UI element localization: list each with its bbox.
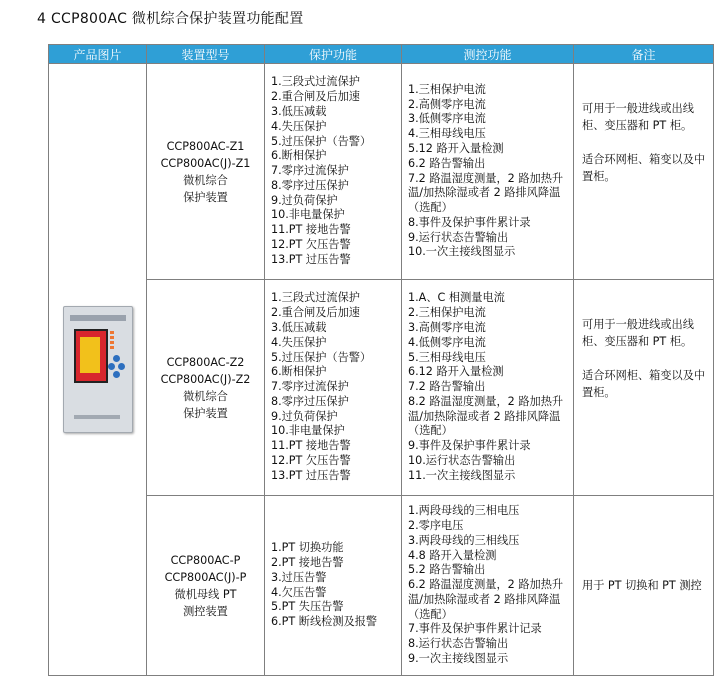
list-item: 6.2 路温湿度测量，2 路加热升温/加热除湿或者 2 路排风降温（选配） (408, 578, 564, 621)
header-model: 装置型号 (147, 45, 265, 64)
table-row (49, 496, 714, 676)
list-item: 13.PT 过压告警 (271, 252, 351, 266)
list-item: 2.重合闸及后加速 (271, 90, 360, 104)
model-cell (147, 280, 265, 496)
list-item: 5.PT 失压告警 (271, 600, 344, 614)
list-item: 2.PT 接地告警 (271, 555, 344, 569)
list-item: 10.一次主接线图显示 (408, 245, 516, 259)
model-line: CCP800AC-Z1 (166, 139, 245, 153)
list-item: 9.过负荷保护 (271, 409, 338, 423)
protection-cell (265, 64, 402, 280)
model-line: 保护装置 (183, 406, 228, 420)
list-item: 4.欠压告警 (271, 585, 327, 599)
list-item: 7.2 路温湿度测量，2 路加热升温/加热除湿或者 2 路排风降温（选配） (408, 171, 564, 215)
list-item: 10.非电量保护 (271, 208, 345, 222)
list-item: 3.低侧零序电流 (408, 112, 486, 126)
remark-cell (574, 280, 714, 496)
list-item: 4.三相母线电压 (408, 127, 486, 141)
list-item: 9.运行状态告警输出 (408, 230, 509, 244)
list-item: 3.高侧零序电流 (408, 320, 486, 334)
protection-cell (265, 280, 402, 496)
model-line: 测控装置 (183, 604, 228, 618)
measure-cell (402, 64, 574, 280)
model-line: 微机母线 PT (174, 587, 237, 601)
header-product-image: 产品图片 (49, 45, 147, 64)
list-item: 7.2 路告警输出 (408, 380, 486, 394)
list-item: 9.事件及保护事件累计录 (408, 439, 531, 453)
list-item: 5.过压保护（告警） (271, 350, 372, 364)
list-item: 2.重合闸及后加速 (271, 306, 360, 320)
list-item: 7.零序过流保护 (271, 380, 349, 394)
list-item: 6.断相保护 (271, 149, 327, 163)
list-item: 13.PT 过压告警 (271, 468, 351, 482)
table-row (49, 64, 714, 280)
protection-cell (265, 496, 402, 676)
list-item: 12.PT 欠压告警 (271, 454, 351, 468)
model-cell (147, 496, 265, 676)
list-item: 3.两段母线的三相线压 (408, 533, 520, 547)
model-line: CCP800AC-P (170, 553, 241, 567)
model-line: CCP800AC(J)-Z1 (160, 156, 251, 170)
list-item: 3.低压减载 (271, 104, 327, 118)
remark-text: 适合环网柜、箱变以及中置柜。 (582, 153, 706, 183)
table-row (49, 280, 714, 496)
list-item: 3.低压减载 (271, 320, 327, 334)
list-item: 6.断相保护 (271, 365, 327, 379)
list-item: 1.A、C 相测量电流 (408, 291, 505, 305)
remark-cell (574, 64, 714, 280)
list-item: 1.三相保护电流 (408, 82, 486, 96)
list-item: 5.过压保护（告警） (271, 134, 372, 148)
list-item: 5.三相母线电压 (408, 350, 486, 364)
table-header-row (49, 45, 714, 64)
list-item: 1.两段母线的三相电压 (408, 504, 520, 518)
list-item: 6.PT 断线检测及报警 (271, 615, 378, 629)
page-title: 4 CCP800AC 微机综合保护装置功能配置 (37, 11, 304, 27)
remark-text: 可用于一般进线或出线柜、变压器和 PT 柜。 (582, 102, 694, 132)
list-item: 4.失压保护 (271, 335, 327, 349)
list-item: 7.零序过流保护 (271, 164, 349, 178)
list-item: 10.运行状态告警输出 (408, 454, 516, 468)
list-item: 10.非电量保护 (271, 424, 345, 438)
list-item: 4.8 路开入量检测 (408, 548, 497, 562)
model-line: CCP800AC(J)-P (164, 570, 247, 584)
list-item: 4.低侧零序电流 (408, 335, 486, 349)
remark-cell (574, 496, 714, 676)
measure-cell (402, 496, 574, 676)
model-line: CCP800AC-Z2 (166, 355, 245, 369)
list-item: 2.三相保护电流 (408, 306, 486, 320)
list-item: 3.过压告警 (271, 570, 327, 584)
list-item: 4.失压保护 (271, 119, 327, 133)
header-measure-control: 测控功能 (402, 45, 574, 64)
model-line: 微机综合 (183, 389, 228, 403)
list-item: 7.事件及保护事件累计记录 (408, 622, 542, 636)
list-item: 11.一次主接线图显示 (408, 468, 516, 482)
list-item: 6.2 路告警输出 (408, 156, 486, 170)
list-item: 8.零序过压保护 (271, 394, 349, 408)
list-item: 9.过负荷保护 (271, 193, 338, 207)
list-item: 11.PT 接地告警 (271, 439, 351, 453)
model-line: CCP800AC(J)-Z2 (160, 372, 251, 386)
function-config-table (48, 44, 714, 676)
list-item: 1.PT 切换功能 (271, 541, 344, 555)
product-image-cell (49, 64, 147, 676)
list-item: 8.运行状态告警输出 (408, 637, 509, 651)
remark-text: 可用于一般进线或出线柜、变压器和 PT 柜。 (582, 318, 694, 348)
remark-text: 用于 PT 切换和 PT 测控 (582, 579, 702, 592)
model-line: 微机综合 (183, 173, 228, 187)
list-item: 1.三段式过流保护 (271, 75, 360, 89)
list-item: 8.事件及保护事件累计录 (408, 215, 531, 229)
list-item: 8.零序过压保护 (271, 178, 349, 192)
header-remark: 备注 (574, 45, 714, 64)
list-item: 8.2 路温湿度测量，2 路加热升温/加热除湿或者 2 路排风降温（选配） (408, 394, 564, 438)
list-item: 11.PT 接地告警 (271, 223, 351, 237)
model-line: 保护装置 (183, 190, 228, 204)
list-item: 2.高侧零序电流 (408, 97, 486, 111)
remark-text: 适合环网柜、箱变以及中置柜。 (582, 369, 706, 399)
list-item: 2.零序电压 (408, 518, 464, 532)
list-item: 12.PT 欠压告警 (271, 238, 351, 252)
device-image (63, 306, 133, 433)
list-item: 5.12 路开入量检测 (408, 141, 504, 155)
list-item: 9.一次主接线图显示 (408, 652, 509, 666)
list-item: 5.2 路告警输出 (408, 563, 486, 577)
header-protection: 保护功能 (265, 45, 402, 64)
measure-cell (402, 280, 574, 496)
list-item: 6.12 路开入量检测 (408, 365, 504, 379)
model-cell (147, 64, 265, 280)
list-item: 1.三段式过流保护 (271, 291, 360, 305)
